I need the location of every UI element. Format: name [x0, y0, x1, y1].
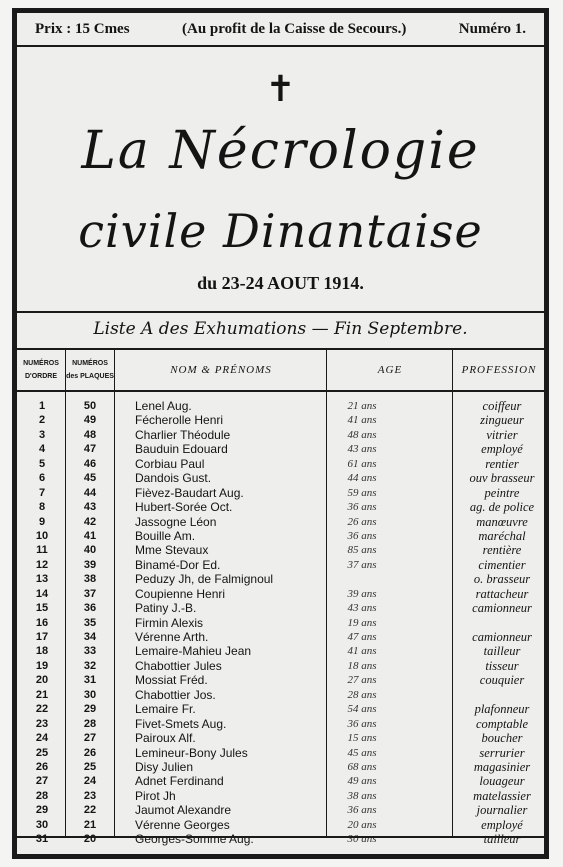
profession-value: rattacheur — [475, 586, 529, 601]
profession-value: camionneur — [472, 630, 532, 644]
table-row — [17, 659, 544, 673]
age-value: 43 ans — [347, 602, 377, 615]
plaque-number: 49 — [83, 414, 97, 427]
col-header-plaques-line1: NUMÉROS — [72, 360, 108, 367]
table-row — [17, 760, 544, 774]
age-value: 30 ans — [347, 833, 377, 846]
table-row — [17, 717, 544, 731]
age-value: 36 ans — [347, 804, 377, 817]
ordre-number: 29 — [35, 804, 49, 817]
person-name: Hubert-Sorée Oct. — [135, 500, 233, 515]
person-name: Dandois Gust. — [135, 471, 212, 486]
plaque-number: 24 — [83, 775, 97, 788]
person-name: Firmin Alexis — [135, 615, 204, 630]
ordre-number: 9 — [38, 515, 46, 528]
plaque-number: 25 — [83, 760, 97, 773]
table-row — [17, 486, 544, 500]
charity-note: (Au profit de la Caisse de Secours.) — [182, 20, 407, 37]
ordre-number: 12 — [35, 558, 49, 571]
exhumation-list — [17, 399, 544, 847]
profession-value: employé — [481, 817, 523, 832]
plaque-number: 34 — [83, 631, 97, 643]
table-row — [17, 630, 544, 644]
age-value: 27 ans — [347, 674, 377, 687]
ordre-number: 20 — [35, 674, 49, 687]
plaque-number: 20 — [83, 833, 97, 846]
age-value: 36 ans — [347, 529, 377, 542]
table-row — [17, 644, 544, 658]
age-value: 48 ans — [347, 428, 377, 441]
age-value: 38 ans — [347, 789, 377, 802]
ordre-number: 31 — [35, 833, 49, 846]
table-row — [17, 529, 544, 543]
plaque-number: 31 — [83, 674, 97, 687]
ordre-number: 1 — [38, 400, 46, 412]
liste-heading: Liste A des Exhumations — Fin Septembre. — [93, 319, 468, 339]
plaque-number: 41 — [83, 529, 97, 542]
age-value: 20 ans — [347, 818, 377, 831]
profession-value: serrurier — [479, 745, 525, 760]
document-sheet — [12, 8, 549, 859]
table-row — [17, 413, 544, 427]
date-line: du 23-24 AOUT 1914. — [197, 273, 364, 293]
age-value: 49 ans — [347, 775, 377, 788]
ordre-number: 2 — [38, 414, 46, 427]
profession-value: camionneur — [472, 601, 532, 616]
ordre-number: 24 — [35, 732, 49, 745]
plaque-number: 32 — [83, 659, 97, 672]
plaque-number: 50 — [83, 400, 97, 412]
person-name: Pairoux Alf. — [135, 731, 196, 746]
title-line-2: civile Dinantaise — [78, 204, 483, 258]
plaque-number: 46 — [83, 457, 97, 470]
ordre-number: 14 — [35, 587, 49, 600]
plaque-number: 36 — [83, 602, 97, 615]
ordre-number: 30 — [35, 818, 49, 831]
age-value: 45 ans — [347, 746, 377, 759]
profession-value: boucher — [481, 731, 523, 746]
age-value: 61 ans — [347, 457, 377, 470]
table-row — [17, 803, 544, 817]
table-row — [17, 616, 544, 630]
age-value: 19 ans — [347, 616, 377, 629]
table-row — [17, 543, 544, 557]
plaque-number: 43 — [83, 501, 97, 514]
profession-value: matelassier — [473, 788, 531, 803]
table-row — [17, 601, 544, 615]
profession-value: tailleur — [483, 644, 521, 659]
ordre-number: 16 — [35, 616, 49, 629]
profession-value: couquier — [479, 673, 525, 688]
plaque-number: 29 — [83, 703, 97, 716]
age-value: 47 ans — [347, 631, 377, 643]
col-header-ordre-line1: NUMÉROS — [23, 360, 59, 367]
price-label: Prix : 15 Cmes — [35, 20, 130, 37]
divider — [17, 311, 544, 313]
profession-value: louageur — [479, 774, 525, 789]
ordre-number: 3 — [38, 428, 46, 441]
person-name: Binamé-Dor Ed. — [135, 557, 221, 572]
plaque-number: 45 — [83, 472, 97, 485]
age-value: 21 ans — [347, 400, 377, 412]
col-header-plaques — [65, 350, 115, 390]
table-row — [17, 471, 544, 485]
profession-value: rentière — [482, 543, 522, 558]
profession-value: peintre — [484, 485, 520, 500]
age-value: 41 ans — [347, 645, 377, 658]
plaque-number: 47 — [83, 443, 97, 456]
plaque-number: 27 — [83, 732, 97, 745]
plaque-number: 21 — [83, 818, 97, 831]
ordre-number: 19 — [35, 659, 49, 672]
col-header-profession: PROFESSION — [461, 364, 537, 376]
table-row — [17, 399, 544, 413]
profession-value: ag. de police — [469, 500, 535, 515]
plaque-number: 22 — [83, 804, 97, 817]
profession-value: o. brasseur — [473, 572, 531, 587]
table-row — [17, 457, 544, 471]
ordre-number: 8 — [38, 501, 46, 514]
col-header-ordre-line2: D'ORDRE — [25, 373, 57, 380]
profession-value: ouv brasseur — [469, 471, 535, 486]
table-row — [17, 673, 544, 687]
col-header-nom: NOM & PRÉNOMS — [170, 364, 272, 376]
person-name: Bouille Am. — [135, 528, 196, 543]
table-row — [17, 500, 544, 514]
plaque-number: 30 — [83, 688, 97, 701]
table-row — [17, 587, 544, 601]
person-name: Lenel Aug. — [135, 399, 192, 413]
person-name: Mossiat Fréd. — [135, 673, 208, 688]
person-name: Coupienne Henri — [135, 586, 226, 601]
plaque-number: 38 — [83, 573, 97, 586]
profession-value: zingueur — [480, 413, 524, 428]
person-name: Disy Julien — [135, 759, 194, 774]
plaque-number: 35 — [83, 616, 97, 629]
divider — [17, 390, 544, 392]
table-row — [17, 442, 544, 456]
table-row — [17, 774, 544, 788]
ordre-number: 27 — [35, 775, 49, 788]
person-name: Charlier Théodule — [135, 427, 231, 442]
person-name: Pirot Jh — [135, 788, 176, 803]
person-name: Lemaire-Mahieu Jean — [135, 644, 252, 659]
table-row — [17, 428, 544, 442]
age-value: 41 ans — [347, 414, 377, 427]
person-name: Vérenne Arth. — [135, 630, 209, 644]
age-value: 59 ans — [347, 486, 377, 499]
plaque-number: 28 — [83, 717, 97, 730]
header-bar — [17, 13, 544, 47]
col-header-ordre — [17, 350, 65, 390]
profession-value: cimentier — [478, 557, 526, 572]
table-row — [17, 688, 544, 702]
table-row — [17, 572, 544, 586]
ordre-number: 7 — [38, 486, 46, 499]
ordre-number: 13 — [35, 573, 49, 586]
profession-value: magasinier — [473, 759, 531, 774]
profession-value: plafonneur — [474, 702, 530, 717]
issue-number: Numéro 1. — [458, 20, 526, 37]
col-header-age: AGE — [377, 364, 403, 376]
age-value: 26 ans — [347, 515, 377, 528]
profession-value: comptable — [475, 716, 529, 731]
person-name: Adnet Ferdinand — [135, 774, 224, 789]
divider — [17, 836, 544, 838]
person-name: Lemaire Fr. — [135, 702, 196, 717]
plaque-number: 48 — [83, 428, 97, 441]
plaque-number: 42 — [83, 515, 97, 528]
age-value: 15 ans — [347, 732, 377, 745]
ordre-number: 6 — [38, 472, 46, 485]
ordre-number: 17 — [35, 631, 49, 643]
ordre-number: 4 — [38, 443, 46, 456]
person-name: Lemineur-Bony Jules — [135, 745, 248, 760]
person-name: Chabottier Jos. — [135, 687, 216, 702]
person-name: Peduzy Jh, de Falmignoul — [135, 572, 274, 587]
age-value: 54 ans — [347, 703, 377, 716]
person-name: Patiny J.-B. — [135, 601, 197, 616]
profession-value: tailleur — [483, 832, 521, 847]
profession-value: employé — [481, 442, 523, 457]
age-value: 37 ans — [347, 558, 377, 571]
plaque-number: 37 — [83, 587, 97, 600]
cross-icon: ✝ — [265, 69, 296, 109]
ordre-number: 18 — [35, 645, 49, 658]
age-value: 43 ans — [347, 443, 377, 456]
ordre-number: 22 — [35, 703, 49, 716]
table-row — [17, 515, 544, 529]
age-value: 85 ans — [347, 544, 377, 557]
person-name: Jaumot Alexandre — [135, 803, 232, 818]
profession-value: rentier — [485, 456, 519, 471]
ordre-number: 10 — [35, 529, 49, 542]
ordre-number: 5 — [38, 457, 46, 470]
person-name: Fécherolle Henri — [135, 413, 224, 428]
person-name: Georges-Somme Aug. — [135, 832, 254, 847]
profession-value: maréchal — [478, 528, 526, 543]
age-value: 68 ans — [347, 760, 377, 773]
person-name: Fièvez-Baudart Aug. — [135, 485, 244, 500]
table-row — [17, 746, 544, 760]
profession-value: coiffeur — [482, 399, 522, 413]
table-row — [17, 731, 544, 745]
ordre-number: 11 — [36, 544, 48, 557]
profession-value: tisseur — [485, 658, 519, 673]
ordre-number: 26 — [35, 760, 49, 773]
person-name: Fivet-Smets Aug. — [135, 716, 227, 731]
table-row — [17, 789, 544, 803]
table-row — [17, 832, 544, 846]
plaque-number: 33 — [83, 645, 97, 658]
age-value: 18 ans — [347, 659, 377, 672]
plaque-number: 26 — [83, 746, 97, 759]
age-value: 44 ans — [347, 472, 377, 485]
plaque-number: 23 — [83, 789, 97, 802]
ordre-number: 21 — [35, 688, 49, 701]
person-name: Jassogne Léon — [135, 514, 217, 529]
ordre-number: 28 — [35, 789, 49, 802]
ordre-number: 15 — [35, 602, 49, 615]
age-value: 39 ans — [347, 587, 377, 600]
person-name: Corbiau Paul — [135, 456, 205, 471]
person-name: Mme Stevaux — [135, 543, 209, 558]
plaque-number: 44 — [83, 486, 97, 499]
table-row — [17, 702, 544, 716]
age-value: 28 ans — [347, 688, 377, 701]
person-name: Chabottier Jules — [135, 658, 222, 673]
col-header-plaques-line2: des PLAQUES — [66, 373, 114, 380]
age-value: 36 ans — [347, 717, 377, 730]
table-row — [17, 818, 544, 832]
plaque-number: 40 — [83, 544, 97, 557]
age-value: 36 ans — [347, 501, 377, 514]
profession-value: vitrier — [486, 427, 518, 442]
table-row — [17, 558, 544, 572]
profession-value: journalier — [476, 803, 528, 818]
person-name: Vérenne Georges — [135, 817, 230, 832]
plaque-number: 39 — [83, 558, 97, 571]
ordre-number: 25 — [35, 746, 49, 759]
ordre-number: 23 — [35, 717, 49, 730]
title-line-1: La Nécrologie — [81, 121, 480, 181]
person-name: Bauduin Edouard — [135, 442, 228, 457]
profession-value: manœuvre — [476, 514, 528, 529]
